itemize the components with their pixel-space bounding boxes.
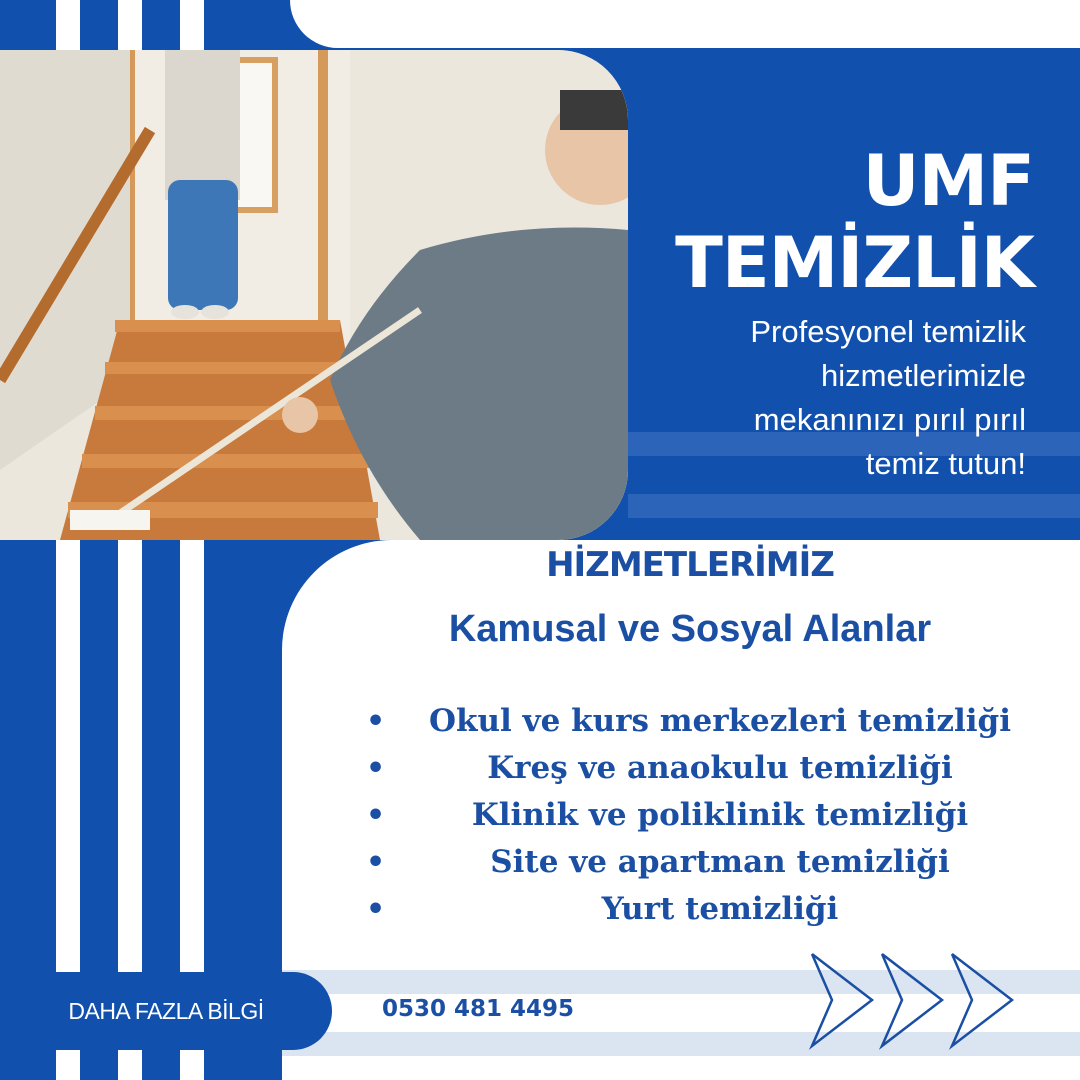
band-decoration (628, 494, 1080, 518)
tagline-line: Profesyonel temizlik (750, 314, 1026, 349)
brand-title-line2: TEMİZLİK (675, 222, 1034, 304)
bullet-icon: • (366, 798, 386, 833)
service-item-label: Klinik ve poliklinik temizliği (471, 797, 969, 833)
top-white-band (290, 0, 1080, 48)
stripe-decoration (180, 0, 204, 50)
stripe-decoration (180, 1050, 204, 1080)
service-item (360, 792, 1050, 839)
stripe-decoration (118, 1050, 142, 1080)
tagline-line: temiz tutun! (865, 446, 1026, 481)
stripe-decoration (56, 0, 80, 50)
services-heading: HİZMETLERİMİZ (546, 545, 834, 585)
bullet-icon: • (366, 892, 386, 927)
service-item-label: Yurt temizliği (601, 891, 839, 927)
service-item (360, 886, 1050, 933)
stripe-decoration (56, 540, 80, 972)
services-subheading: Kamusal ve Sosyal Alanlar (448, 608, 932, 650)
service-item (360, 745, 1050, 792)
stripe-decoration (118, 540, 142, 972)
stripe-decoration (118, 0, 142, 50)
bullet-icon: • (366, 845, 386, 880)
more-info-button[interactable]: DAHA FAZLA BİLGİ (0, 972, 332, 1050)
service-item-label: Site ve apartman temizliği (490, 844, 950, 880)
brand-tagline (666, 310, 1026, 486)
service-item-label: Kreş ve anaokulu temizliği (487, 750, 953, 786)
stripe-decoration (180, 540, 204, 972)
stripe-decoration (56, 1050, 80, 1080)
bullet-icon: • (366, 751, 386, 786)
tagline-line: mekanınızı pırıl pırıl (753, 402, 1026, 437)
brand-title-line1: UMF (862, 140, 1034, 222)
service-item (360, 698, 1050, 745)
tagline-line: hizmetlerimizle (821, 358, 1026, 393)
service-list (360, 698, 1050, 933)
service-item-label: Okul ve kurs merkezleri temizliği (428, 703, 1011, 739)
service-item (360, 839, 1050, 886)
bullet-icon: • (366, 704, 386, 739)
phone-number[interactable]: 0530 481 4495 (382, 996, 575, 1022)
stair-cleaning-photo (0, 50, 628, 540)
chevron-arrows-icon (806, 950, 1036, 1050)
